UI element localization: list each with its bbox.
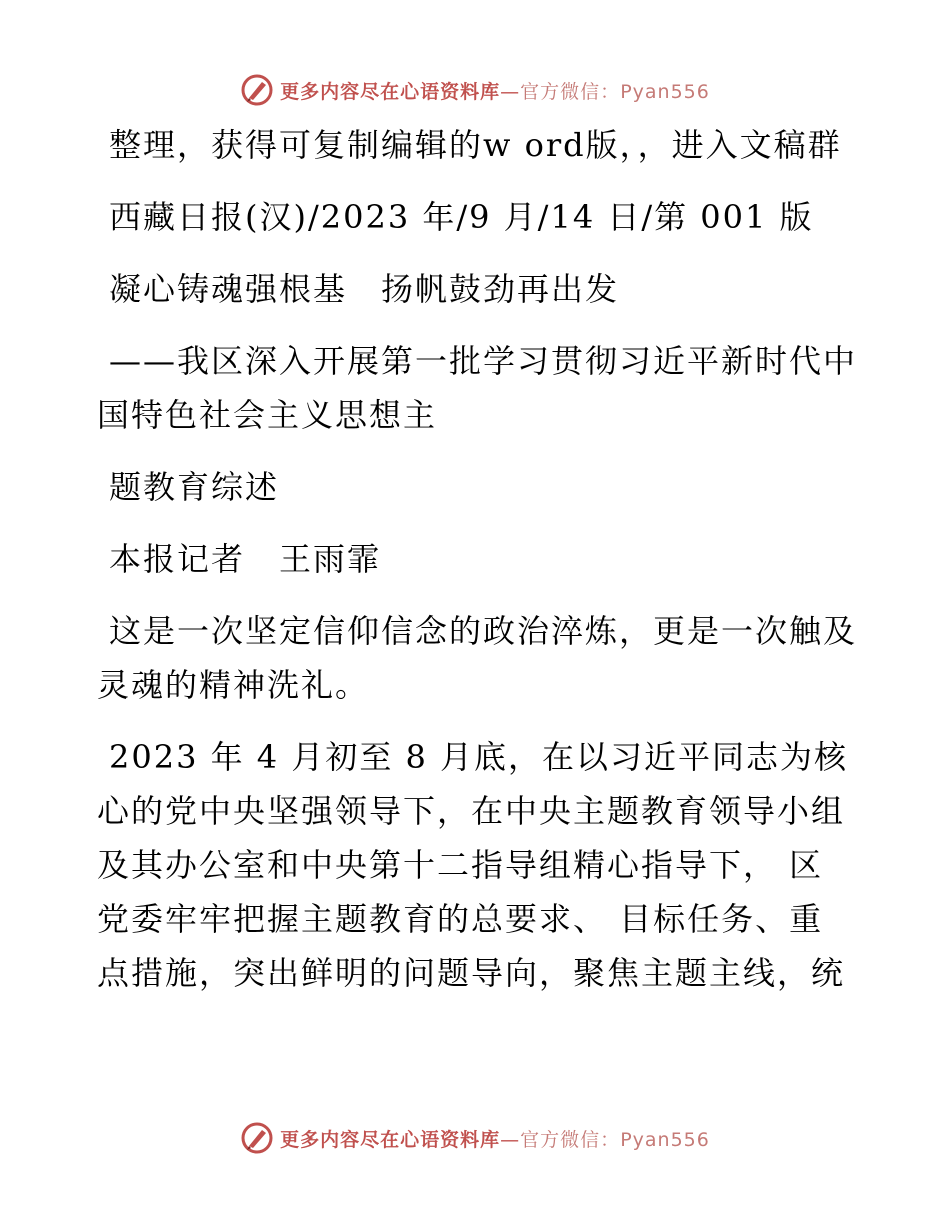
watermark-wechat-label: 官方微信： — [520, 1128, 621, 1151]
paragraph-intro: 整理，获得可复制编辑的w ord版，，进入文稿群 — [109, 126, 842, 164]
footer-watermark — [0, 1118, 950, 1158]
watermark-main-text: 更多内容尽在心语资料库 — [280, 1128, 501, 1151]
article-byline: 本报记者 王雨霏 — [109, 540, 382, 578]
paragraph-body-2: 2023 年 4 月初至 8 月底，在以习近平同志为核心的党中央坚强领导下，在中央主题教育领导小组及其办公室和中央第十二指导组精心指导下， 区党委牢牢把握主题教育的总要求、 目标任务、重点措施，突出鲜明的问题导向，聚焦主题主线，统 — [97, 738, 849, 992]
article-subtitle: ——我区深入开展第一批学习贯彻习近平新时代中国特色社会主义思想主 — [97, 342, 858, 434]
document-body — [97, 118, 857, 1018]
watermark-text — [280, 1125, 710, 1152]
watermark-main-text: 更多内容尽在心语资料库 — [280, 80, 501, 103]
quill-logo-icon — [240, 73, 274, 107]
header-watermark — [0, 70, 950, 110]
article-title: 凝心铸魂强根基 扬帆鼓劲再出发 — [109, 270, 620, 308]
watermark-separator: — — [500, 1128, 521, 1151]
watermark-wechat-id: Pyan556 — [620, 80, 710, 103]
quill-logo-icon — [240, 1121, 274, 1155]
watermark-wechat-id: Pyan556 — [620, 1128, 710, 1151]
watermark-wechat-label: 官方微信： — [520, 80, 621, 103]
paragraph-source: 西藏日报(汉)/2023 年/9 月/14 日/第 001 版 — [109, 198, 814, 236]
paragraph-body-1: 这是一次坚定信仰信念的政治淬炼，更是一次触及灵魂的精神洗礼。 — [97, 612, 858, 704]
watermark-text — [280, 77, 710, 104]
article-subtitle-continued: 题教育综述 — [109, 468, 280, 506]
watermark-separator: — — [500, 80, 521, 103]
